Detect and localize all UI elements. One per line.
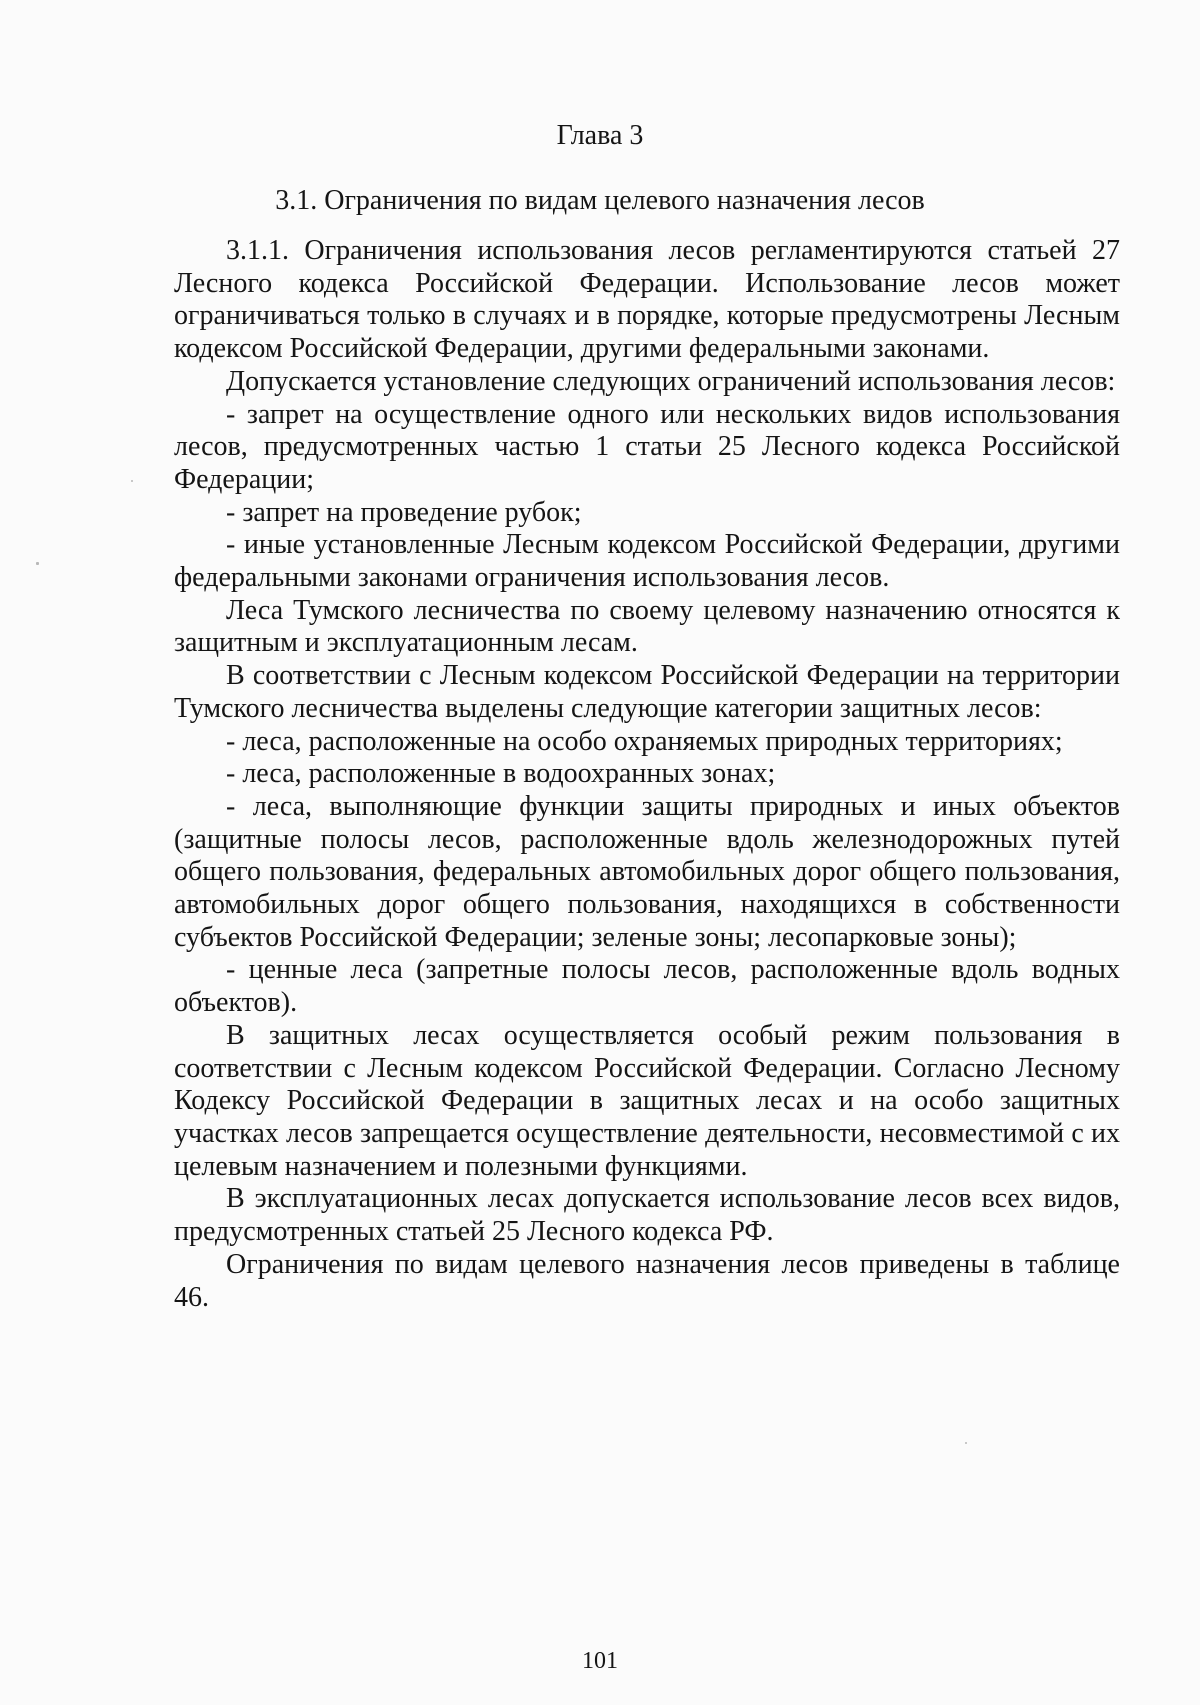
paragraph-table-reference: Ограничения по видам целевого назначения лесов приведены в таблице 46. xyxy=(174,1248,1120,1313)
scan-speck xyxy=(36,562,39,565)
chapter-title: Глава 3 xyxy=(556,120,644,151)
paragraph-protective-regime: В защитных лесах осуществляется особый режим пользования в соответствии с Лесным кодексом Российской Федерации. Согласно Лесному Кодексу Российской Федерации в защитных лесах и на особо защитных участках лесов запрещается осуществление деятельности, несовместимой с их целевым назначением и полезными функциями. xyxy=(174,1019,1120,1182)
list-item-valuable-forests: - ценные леса (запретные полосы лесов, расположенные вдоль водных объектов). xyxy=(174,954,1120,1019)
page-number: 101 xyxy=(582,1648,618,1674)
list-item-protected-territories: - леса, расположенные на особо охраняемых природных территориях; xyxy=(226,725,1063,757)
scan-speck xyxy=(965,1442,967,1444)
scan-speck xyxy=(131,480,133,482)
paragraph-article-27: 3.1.1. Ограничения использования лесов регламентируются статьей 27 Лесного кодекса Российской Федерации. Использование лесов может ограничиваться только в случаях и в порядке, которые предусмотрены Лесным кодексом Российской Федерации, другими федеральными законами. xyxy=(174,235,1120,365)
list-item-water-protection-zones: - леса, расположенные в водоохранных зонах; xyxy=(226,758,776,790)
paragraph-forest-purpose: Леса Тумского лесничества по своему целевому назначению относятся к защитным и эксплуатационным лесам. xyxy=(174,594,1120,659)
paragraph-protective-categories: В соответствии с Лесным кодексом Российской Федерации на территории Тумского лесничества выделены следующие категории защитных лесов: xyxy=(174,660,1120,724)
paragraph-exploitation-forests: В эксплуатационных лесах допускается использование лесов всех видов, предусмотренных статьей 25 Лесного кодекса РФ. xyxy=(174,1183,1120,1248)
list-item-other-restrictions: - иные установленные Лесным кодексом Российской Федерации, другими федеральными законами ограничения использования лесов. xyxy=(174,529,1120,594)
list-item-protective-functions: - леса, выполняющие функции защиты природных и иных объектов (защитные полосы лесов, расположенные вдоль железнодорожных путей общего пользования, федеральных автомобильных дорог общего пользования, автомобильных дорог общего пользования, находящихся в собственности субъектов Российской Федерации; зеленые зоны; лесопарковые зоны); xyxy=(174,790,1120,953)
list-item-usage-ban: - запрет на осуществление одного или нескольких видов использования лесов, предусмотренных частью 1 статьи 25 Лесного кодекса Российской Федерации; xyxy=(174,398,1120,495)
paragraph-allowed-restrictions: Допускается установление следующих ограничений использования лесов: xyxy=(226,365,1116,397)
body-text xyxy=(174,235,1120,1314)
section-title: 3.1. Ограничения по видам целевого назначения лесов xyxy=(275,185,925,216)
list-item-cutting-ban: - запрет на проведение рубок; xyxy=(226,496,582,528)
